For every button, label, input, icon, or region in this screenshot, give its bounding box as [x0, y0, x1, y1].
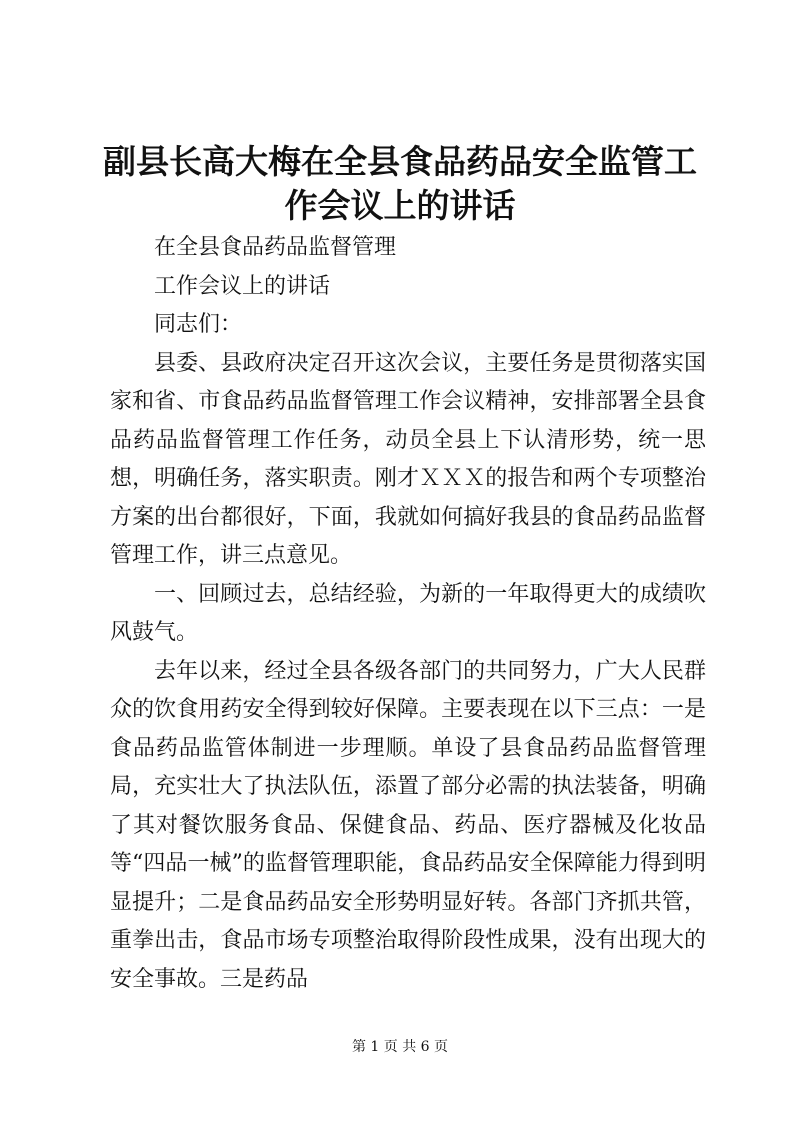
paragraph-salutation: 同志们：	[154, 312, 243, 337]
paragraph-introduction: 县委、县政府决定召开这次会议，主要任务是贯彻落实国家和省、市食品药品监督管理工作会议精神，安排部署全县食品药品监督管理工作任务，动员全县上下认清形势，统一思想，明确任务，落实职责。刚才ＸＸＸ的报告和两个专项整治方案的出台都很好，下面，我就如何搞好我县的食品药品监督管理工作，讲三点意见。	[110, 350, 706, 568]
paragraph-section-heading-1: 一、回顾过去，总结经验，为新的一年取得更大的成绩吹风鼓气。	[110, 581, 706, 645]
document-title: 副县长高大梅在全县食品药品安全监管工作会议上的讲话	[103, 142, 697, 225]
paragraph-review: 去年以来，经过全县各级各部门的共同努力，广大人民群众的饮食用药安全得到较好保障。主要表现在以下三点：一是食品药品监管体制进一步理顺。单设了县食品药品监督管理局，充实壮大了执法队伍，添置了部分必需的执法装备，明确了其对餐饮服务食品、保健食品、药品、医疗器械及化妆品等“四品一械”的监督管理职能，食品药品安全保障能力得到明显提升；二是食品药品安全形势明显好转。各部门齐抓共管，重拳出击，食品市场专项整治取得阶段性成果，没有出现大的安全事故。三是药品	[110, 658, 706, 992]
paragraph-heading-line-1: 在全县食品药品监督管理	[154, 235, 397, 260]
paragraph-heading-line-2: 工作会议上的讲话	[154, 273, 331, 299]
document-body	[110, 229, 706, 999]
page-footer: 第 1 页 共 6 页	[351, 1039, 449, 1055]
